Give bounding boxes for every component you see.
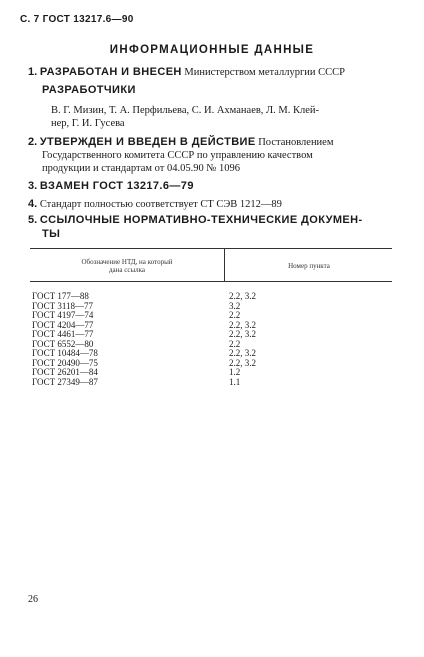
- table-cell-item: 2.2, 3.2: [229, 291, 256, 301]
- table-col1-header-line-2: дана ссылка: [108, 266, 146, 274]
- table-cell-item: 2.2, 3.2: [229, 348, 256, 358]
- section-2-caption: УТВЕРЖДЕН И ВВЕДЕН В ДЕЙСТВИЕ: [39, 136, 256, 148]
- authors-line-2: нер, Г. И. Гусева: [51, 118, 125, 129]
- section-1-number: 1.: [28, 66, 38, 78]
- section-4-text: Стандарт полностью соответствует СТ СЭВ 1212—89: [39, 199, 282, 210]
- section-5-caption-1: ССЫЛОЧНЫЕ НОРМАТИВНО-ТЕХНИЧЕСКИЕ ДОКУМЕН-: [39, 214, 363, 226]
- table-cell-document: ГОСТ 27349—87: [32, 376, 98, 387]
- section-1-text: Министерством металлургии СССР: [184, 67, 345, 78]
- section-2-text-1: Постановлением: [258, 137, 334, 148]
- table-cell-item: 1.2: [229, 367, 241, 377]
- table-cell-document: ГОСТ 10484—78: [32, 348, 98, 358]
- section-2-text-2: Государственного комитета СССР по управлению качеством: [42, 150, 313, 161]
- table-cell-item: 2.2, 3.2: [229, 319, 256, 330]
- section-2-number: 2.: [28, 136, 38, 148]
- table-cell-document: ГОСТ 4461—77: [32, 329, 94, 339]
- table-cell-document: ГОСТ 4197—74: [32, 310, 94, 320]
- table-col2-header: Номер пункта: [288, 262, 330, 270]
- table-cell-document: ГОСТ 26201—84: [32, 367, 98, 377]
- section-1: [28, 66, 394, 79]
- table-cell-document: ГОСТ 4204—77: [32, 319, 94, 330]
- table-row: [32, 378, 392, 388]
- table-top-rule: [30, 248, 392, 249]
- table-cell-item: 2.2: [229, 310, 241, 320]
- table-cell-document: ГОСТ 3118—77: [32, 300, 94, 311]
- table-col1-header-line-1: Обозначение НТД, на который: [81, 258, 173, 266]
- section-3-number: 3.: [28, 180, 38, 192]
- section-5-caption-2-text: ТЫ: [42, 228, 61, 240]
- table-cell-document: ГОСТ 177—88: [32, 291, 89, 301]
- table-cell-item: 2.2, 3.2: [229, 357, 256, 368]
- section-1-subtitle: [42, 84, 394, 97]
- section-2-text-3: продукции и стандартам от 04.05.90 № 1096: [42, 163, 240, 174]
- section-2: [28, 136, 394, 149]
- table-cell-item: 3.2: [229, 300, 241, 311]
- page-header: С. 7 ГОСТ 13217.6—90: [20, 14, 134, 25]
- section-3-caption: ВЗАМЕН ГОСТ 13217.6—79: [39, 180, 194, 192]
- table-cell-item: 1.1: [229, 376, 241, 387]
- section-4: [28, 198, 394, 211]
- table-col1-header: [32, 258, 222, 274]
- section-1-caption: РАЗРАБОТАН И ВНЕСЕН: [39, 66, 182, 78]
- authors-line-1: В. Г. Мизин, Т. А. Перфильева, С. И. Ахманаев, Л. М. Клей-: [51, 105, 320, 116]
- table-cell-item: 2.2, 3.2: [229, 329, 256, 339]
- table-header-rule: [30, 281, 392, 282]
- table-cell-document: ГОСТ 20490—75: [32, 357, 98, 368]
- section-5: [28, 214, 394, 227]
- page-number: 26: [28, 594, 38, 605]
- section-3: [28, 180, 394, 193]
- table-cell-document: ГОСТ 6552—80: [32, 338, 94, 349]
- section-4-number: 4.: [28, 198, 38, 210]
- section-title: ИНФОРМАЦИОННЫЕ ДАННЫЕ: [109, 44, 315, 56]
- section-5-caption-2: [42, 228, 394, 241]
- table-column-divider: [224, 248, 225, 281]
- section-5-number: 5.: [28, 214, 38, 226]
- table-cell-item: 2.2: [229, 338, 241, 349]
- developers-caption: РАЗРАБОТЧИКИ: [42, 84, 136, 96]
